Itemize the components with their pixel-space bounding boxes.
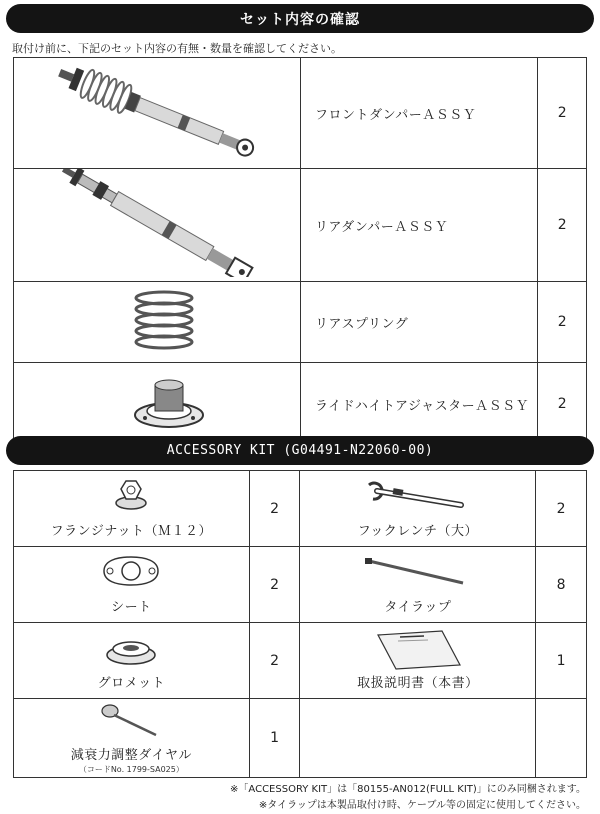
accessory-title: ACCESSORY KIT (G04491-N22060-00) <box>166 443 434 458</box>
accessory-qty: 1 <box>249 699 300 778</box>
part-qty: 2 <box>538 58 587 169</box>
accessory-qty: 1 <box>536 623 587 699</box>
table-row <box>14 363 587 446</box>
seat-icon <box>96 551 166 591</box>
accessory-name: タイラップ <box>384 600 452 615</box>
page-title: セット内容の確認 <box>240 11 360 28</box>
accessory-name: グロメット <box>97 676 166 691</box>
part-qty: 2 <box>538 363 587 446</box>
grommet-icon <box>103 633 159 669</box>
table-row <box>14 471 587 547</box>
accessory-name: 減衰力調整ダイヤル <box>70 748 192 763</box>
accessory-qty: 8 <box>536 547 587 623</box>
accessory-qty: 2 <box>536 471 587 547</box>
accessory-code: （コードNo. 1799-SA025） <box>78 765 184 774</box>
accessory-qty: 2 <box>249 623 300 699</box>
accessory-name: フランジナット（Ｍ１２） <box>50 524 213 539</box>
part-name: ライドハイトアジャスターＡＳＳＹ <box>301 363 538 446</box>
ride-height-adjuster-icon <box>14 363 300 441</box>
accessory-name: シート <box>111 600 152 615</box>
front-damper-icon <box>14 58 300 164</box>
accessory-qty: 2 <box>249 547 300 623</box>
accessory-qty: 2 <box>249 471 300 547</box>
table-row <box>14 699 587 778</box>
damping-dial-icon <box>96 701 166 739</box>
flange-nut-icon <box>111 477 151 513</box>
hook-wrench-icon <box>363 475 473 515</box>
part-name: リアスプリング <box>301 282 538 363</box>
section-banner <box>6 4 594 33</box>
empty-cell <box>300 699 536 778</box>
accessory-table <box>13 470 587 778</box>
table-row <box>14 169 587 282</box>
table-row <box>14 58 587 169</box>
rear-spring-icon <box>14 282 300 358</box>
accessory-banner <box>6 436 594 465</box>
footnote: ※「ACCESSORY KIT」は「80155-AN012(FULL KIT)」にのみ同梱されます。 <box>230 784 586 795</box>
intro-text: 取付け前に、下記のセット内容の有無・数量を確認してください。 <box>12 42 342 55</box>
table-row <box>14 547 587 623</box>
part-qty: 2 <box>538 282 587 363</box>
table-row <box>14 623 587 699</box>
part-name: リアダンパーＡＳＳＹ <box>301 169 538 282</box>
part-name: フロントダンパーＡＳＳＹ <box>301 58 538 169</box>
cable-tie-icon <box>363 555 473 589</box>
rear-damper-icon <box>14 169 300 277</box>
part-qty: 2 <box>538 169 587 282</box>
accessory-name: フックレンチ（大） <box>357 524 478 539</box>
footnotes <box>230 782 586 814</box>
accessory-name: 取扱説明書（本書） <box>357 676 479 691</box>
empty-qty <box>536 699 587 778</box>
manual-icon <box>368 629 468 671</box>
table-row <box>14 282 587 363</box>
footnote: ※タイラップは本製品取付け時、ケーブル等の固定に使用してください。 <box>258 800 586 811</box>
parts-table <box>13 57 587 446</box>
